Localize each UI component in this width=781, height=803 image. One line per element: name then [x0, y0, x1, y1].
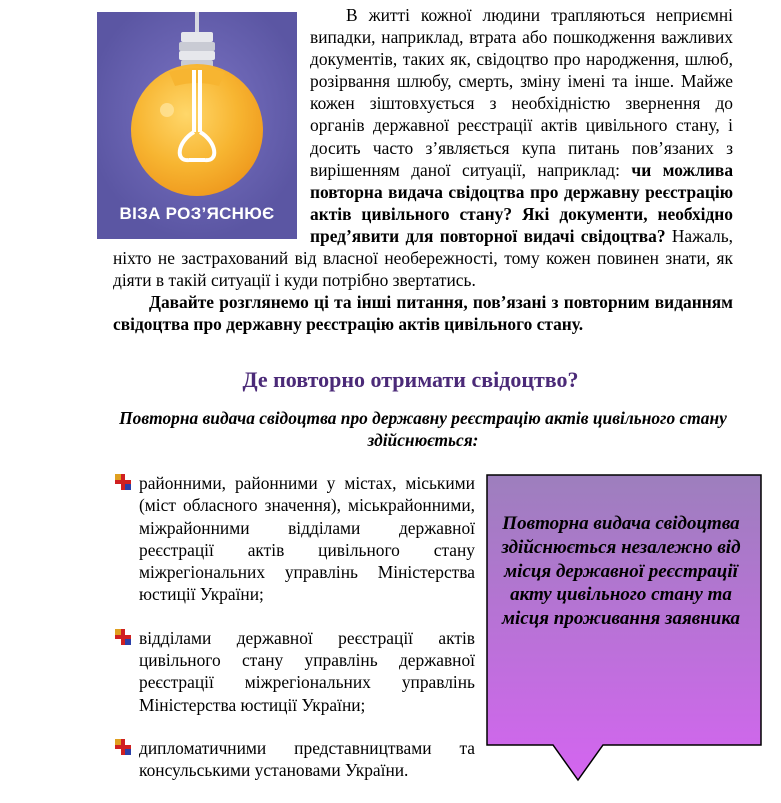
section-title: Де повторно отримати свідоцтво?	[242, 367, 579, 392]
intro-text	[113, 4, 733, 335]
intro-question: чи можлива повторна видача свідоцтва про державну реєстрацію актів цивільного стану? Які документи, необхідно пред’явити для повторної видачі свідоцтва?	[310, 159, 734, 246]
bullet-icon	[115, 629, 131, 645]
logo-caption: ВІЗА РОЗ’ЯСНЮЄ	[119, 204, 275, 223]
list-item: відділами державної реєстрації актів цивільного стану управлінь державної реєстрації міжрегіональних управлінь Міністерства юстиції України;	[113, 627, 475, 716]
callout-text: Повторна видача свідоцтва здійснюється незалежно від місця державної реєстрації акту цивільного стану та місця проживання заявника	[501, 513, 741, 630]
bullet-icon	[115, 739, 131, 755]
list-item: дипломатичними представництвами та консульськими установами України.	[113, 737, 475, 782]
list-item: районними, районними у містах, міськими (міст обласного значення), міськрайонними, міжрайонними відділами державної реєстрації актів цивільного стану міжрегіональних управлінь Міністерства юстиції України;	[113, 472, 475, 606]
intro-paragraph-1: В житті кожної людини трапляються неприємні випадки, наприклад, втрата або пошкодження важливих документів, таких як, свідоцтво про народження, шлюб, розірвання шлюбу, смерть, зміну імені та інше. Майже кожен зіштовхується з необхідністю звернення до органів державної реєстрації актів цивільного стану, і досить часто з’являється купа питань пов’язаних з вирішенням даної ситуації, наприклад: чи можлива повторна видача свідоцтва про державну реєстрацію актів цивільного стану? Які документи, необхідно пред’явити для повторної видачі свідоцтва? Нажаль, ніхто не застрахований від власної необережності, тому кожен повинен знати, як діяти в такій ситуації і куди потрібно звертатись.	[113, 5, 734, 291]
office-list	[113, 472, 475, 803]
subtitle: Повторна видача свідоцтва про державну реєстрацію актів цивільного стану здійснюється:	[119, 408, 727, 450]
intro-paragraph-2: Давайте розглянемо ці та інші питання, пов’язані з повторним виданням свідоцтва про державну реєстрацію актів цивільного стану.	[113, 292, 733, 335]
bullet-icon	[115, 474, 131, 490]
